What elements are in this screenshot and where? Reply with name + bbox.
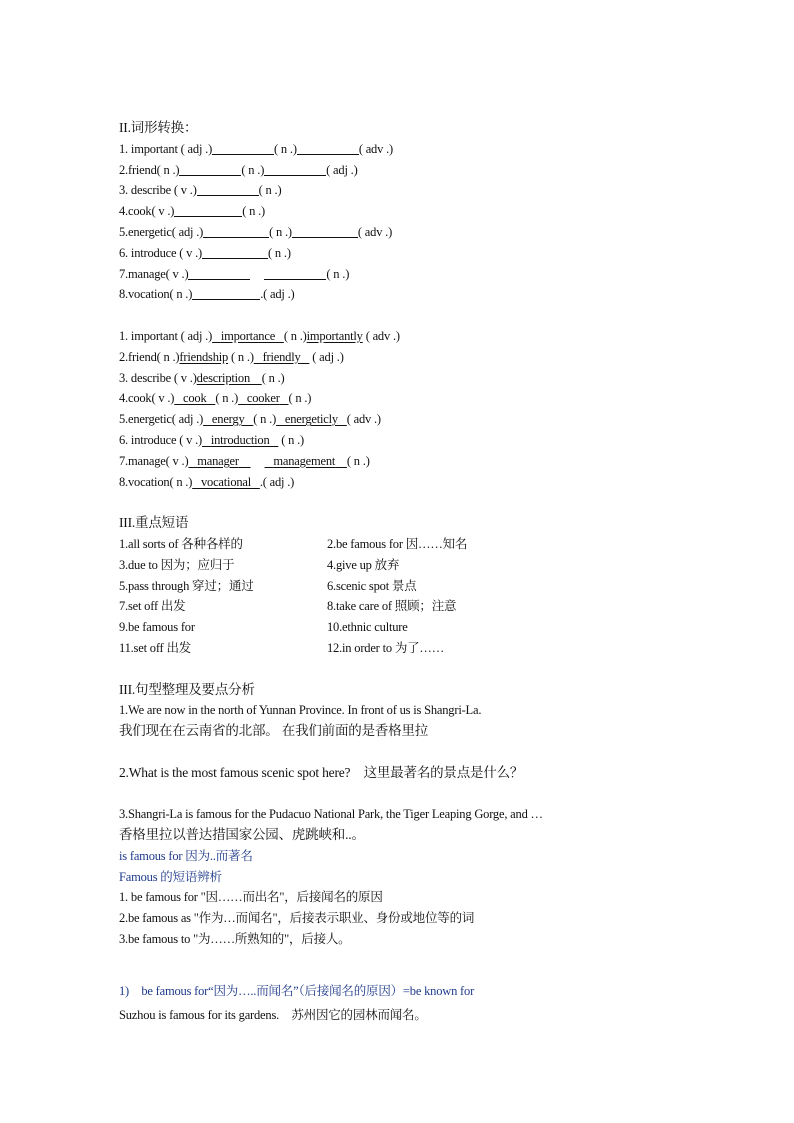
section-heading-phrases: III.重点短语	[119, 515, 189, 531]
answer-line: 7.manage( v .) manager management ( n .)	[119, 453, 370, 468]
phrase-row: 7.set off 出发 8.take care of 照顾；注意	[119, 599, 457, 614]
blank[interactable]	[212, 142, 274, 155]
exercise-line: 4.cook( v .) ( n .)	[119, 204, 266, 219]
phrase-row: 11.set off 出发 12.in order to 为了……	[119, 640, 445, 655]
answer-line: 4.cook( v .) cook ( n .) cooker ( n .)	[119, 391, 312, 406]
sentence-3-cn: 香格里拉以普达措国家公园、虎跳峡和..。	[119, 827, 365, 843]
blank[interactable]	[174, 204, 242, 217]
phrase-row: 9.be famous for 10.ethnic culture	[119, 620, 408, 635]
blank[interactable]	[192, 287, 260, 300]
sentence-1-en: 1.We are now in the north of Yunnan Province. In front of us is Shangri-La.	[119, 703, 482, 718]
answer-line: 2.friend( n .)friendship ( n .) friendly ( adj .)	[119, 349, 344, 364]
section-heading-word-forms: II.词形转换：	[119, 120, 198, 135]
famous-item: 1. be famous for "因……而出名"，后接闻名的原因	[119, 890, 383, 905]
phrase-row: 1.all sorts of 各种各样的 2.be famous for 因……知名	[119, 536, 468, 551]
blank[interactable]	[292, 225, 358, 238]
sentence-3-en: 3.Shangri-La is famous for the Pudacuo National Park, the Tiger Leaping Gorge, and …	[119, 807, 543, 822]
sentence-2: 2.What is the most famous scenic spot here? 这里最著名的景点是什么？	[119, 764, 524, 780]
exercise-line: 1. important ( adj .) ( n .) ( adv .)	[119, 141, 393, 156]
answer-line: 6. introduce ( v .) introduction ( n .)	[119, 432, 304, 447]
sentence-1-cn: 我们现在在云南省的北部。 在我们前面的是香格里拉	[119, 723, 429, 739]
blank[interactable]	[188, 267, 250, 280]
blank[interactable]	[264, 267, 326, 280]
blank[interactable]	[203, 225, 269, 238]
note-famous-for: is famous for 因为..而著名	[119, 848, 253, 863]
exercise-line: 8.vocation( n .) .( adj .)	[119, 287, 295, 302]
answer-line: 8.vocation( n .) vocational .( adj .)	[119, 474, 295, 489]
famous-distinction-heading: Famous 的短语辨析	[119, 869, 222, 884]
section-heading-sentences: III.句型整理及要点分析	[119, 681, 255, 697]
blank[interactable]	[202, 246, 268, 259]
exercise-line: 3. describe ( v .) ( n .)	[119, 183, 282, 198]
blank[interactable]	[297, 142, 359, 155]
exercise-line: 5.energetic( adj .) ( n .) ( adv .)	[119, 224, 393, 239]
blank[interactable]	[197, 183, 259, 196]
phrase-row: 5.pass through 穿过；通过 6.scenic spot 景点	[119, 578, 417, 593]
example-1: Suzhou is famous for its gardens. 苏州因它的园林而闻名。	[119, 1008, 427, 1023]
exercise-line: 7.manage( v .) ( n .)	[119, 266, 350, 281]
famous-item: 3.be famous to "为……所熟知的"，后接人。	[119, 932, 351, 947]
blank[interactable]	[264, 163, 326, 176]
point-1: 1) be famous for“因为…..而闻名”（后接闻名的原因）=be known for	[119, 983, 475, 998]
answer-line: 1. important ( adj .) importance ( n .)importantly ( adv .)	[119, 328, 400, 343]
document-body	[119, 118, 679, 1026]
blank[interactable]	[179, 163, 241, 176]
exercise-line: 6. introduce ( v .) ( n .)	[119, 245, 291, 260]
famous-item: 2.be famous as "作为…而闻名"，后接表示职业、身份或地位等的词	[119, 911, 475, 926]
phrase-row: 3.due to 因为；应归于 4.give up 放弃	[119, 557, 400, 572]
exercise-line: 2.friend( n .) ( n .) ( adj .)	[119, 162, 358, 177]
answer-line: 3. describe ( v .)description ( n .)	[119, 370, 285, 385]
answer-line: 5.energetic( adj .) energy ( n .) energeticly ( adv .)	[119, 412, 381, 427]
